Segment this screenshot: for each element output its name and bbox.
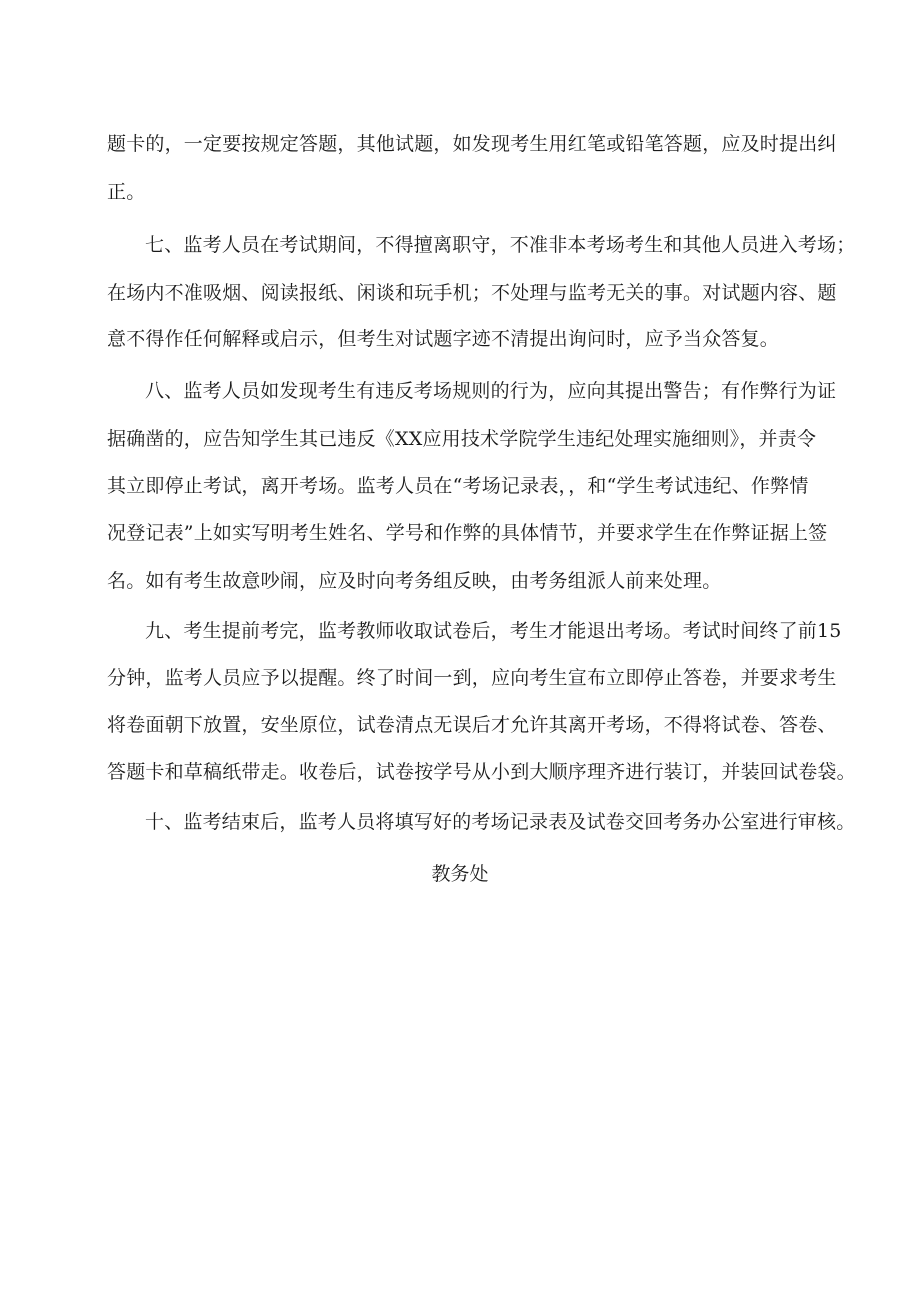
rule-nine-line-4: 答题卡和草稿纸带走。收卷后，试卷按学号从小到大顺序理齐进行装订，并装回试卷袋。 [107,761,856,783]
issuer-signature: 教务处 [431,863,489,885]
rule-seven-line-2: 在场内不准吸烟、阅读报纸、闲谈和玩手机；不处理与监考无关的事。对试题内容、题 [107,282,837,304]
rule-nine-line-3: 将卷面朝下放置，安坐原位，试卷清点无误后才允许其离开考场，不得将试卷、答卷、 [107,714,837,736]
text-line-1: 题卡的，一定要按规定答题，其他试题，如发现考生用红笔或铅笔答题，应及时提出纠 [107,133,837,155]
rule-eight-line-2: 据确凿的，应告知学生其已违反《XX应用技术学院学生违纪处理实施细则》，并责令 [107,428,817,450]
rule-nine-line-2: 分钟，监考人员应予以提醒。终了时间一到，应向考生宣布立即停止答卷，并要求考生 [107,667,837,689]
rule-seven-line-1: 七、监考人员在考试期间，不得擅离职守，不准非本考场考生和其他人员进入考场； [145,234,856,256]
rule-eight-line-3: 其立即停止考试，离开考场。监考人员在“考场记录表，，和“学生考试违纪、作弊情 [107,475,809,497]
rule-eight-line-1: 八、监考人员如发现考生有违反考场规则的行为，应向其提出警告；有作弊行为证 [145,380,837,402]
rule-seven-line-3: 意不得作任何解释或启示，但考生对试题字迹不清提出询问时，应予当众答复。 [107,328,780,350]
rule-nine-line-1: 九、考生提前考完，监考教师收取试卷后，考生才能退出考场。考试时间终了前15 [145,620,842,642]
rule-eight-line-5: 名。如有考生故意吵闹，应及时向考务组反映，由考务组派人前来处理。 [107,570,722,592]
rule-ten-line-1: 十、监考结束后，监考人员将填写好的考场记录表及试卷交回考务办公室进行审核。 [145,811,856,833]
text-line-2: 正。 [107,181,146,203]
rule-eight-line-4: 况登记表”上如实写明考生姓名、学号和作弊的具体情节，并要求学生在作弊证据上签 [107,522,828,544]
